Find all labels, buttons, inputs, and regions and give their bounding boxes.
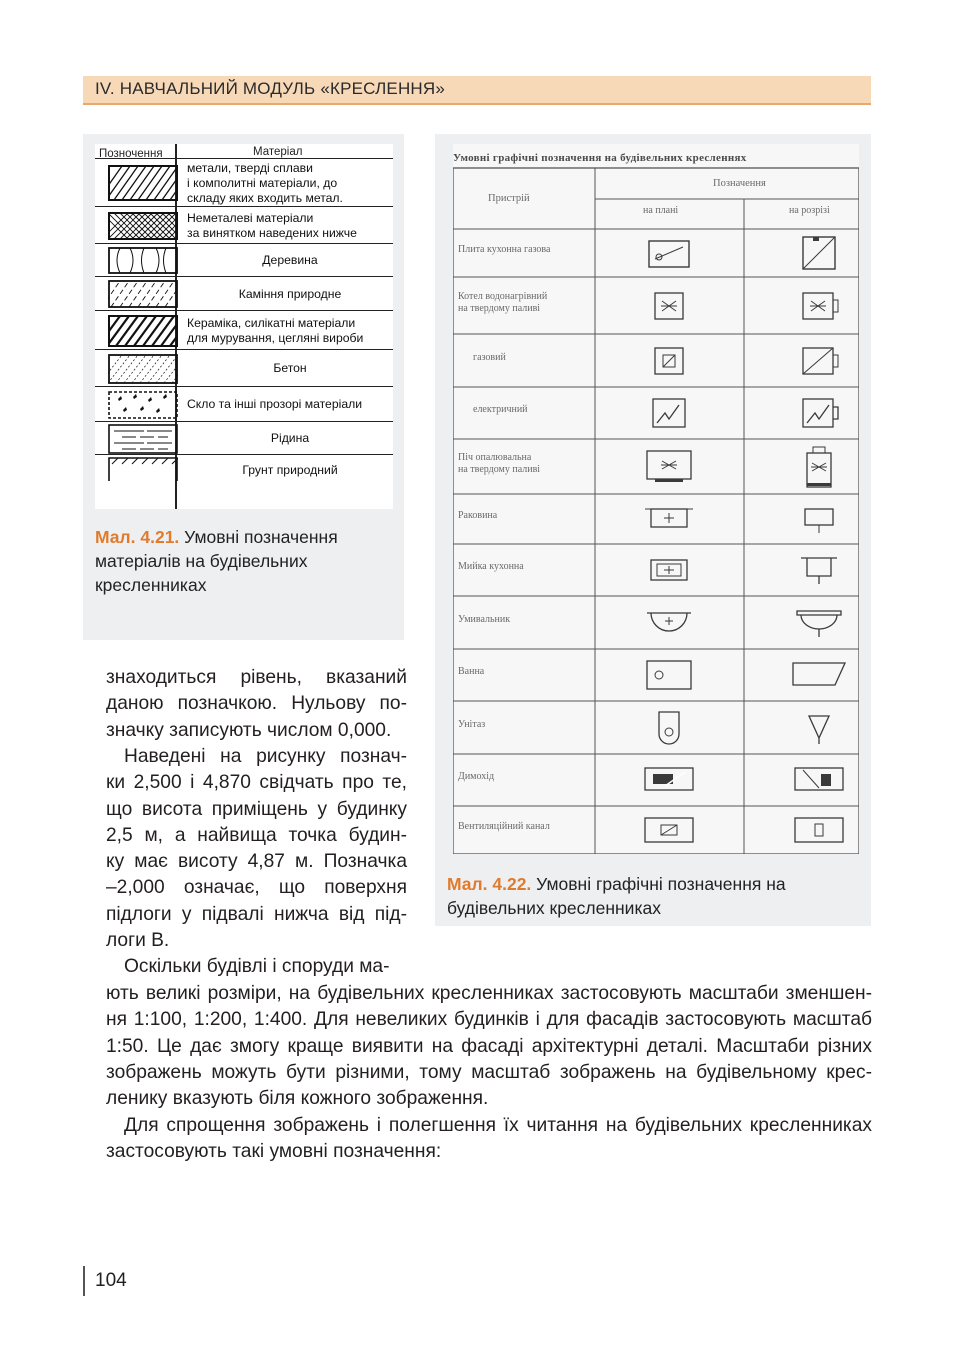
symbol-row-label: Плита кухонна газова <box>458 244 551 255</box>
figure-caption-4-22 <box>447 872 857 920</box>
symbol-row-label: електричний <box>473 404 528 415</box>
body-line: –2,000 означає, що поверхня <box>106 877 407 899</box>
symbol-row-label: Мийка кухонна <box>458 561 524 572</box>
header-section: на розрізі <box>789 205 830 216</box>
body-line: застосовують такі умовні позначення: <box>106 1140 442 1162</box>
symbol-row-label: Вентиляційний канал <box>458 821 550 832</box>
soil-icon <box>108 457 178 488</box>
symbol-row-label: Піч опалювальна на твердому паливі <box>458 452 541 475</box>
materials-row <box>95 386 393 422</box>
materials-row <box>95 243 393 277</box>
body-line: 1:50. Це дає змогу краще виявити на фасаді архітектурні деталі. Масштаби різних <box>106 1035 872 1057</box>
stone-icon <box>108 280 178 313</box>
materials-row <box>95 454 393 485</box>
ceramic-hatch-icon <box>108 315 178 352</box>
glass-icon <box>108 391 178 424</box>
materials-row <box>95 349 393 387</box>
body-line: Для спрощення зображень і полегшення їх читання на будівельних кресленниках <box>124 1114 872 1136</box>
body-line: ку має висоту 4,87 м. Позначка <box>106 851 407 873</box>
table-title: Умовні графічні позначення на будівельних кресленнях <box>453 152 747 164</box>
body-line: ленику вказують біля кожного зображення. <box>106 1088 489 1110</box>
material-label: Деревина <box>262 253 318 267</box>
materials-row <box>95 206 393 244</box>
figure-caption-text: Умовні графічні позначення на будівельних кресленниках <box>447 874 786 918</box>
materials-table <box>95 144 393 509</box>
body-line: що висота приміщень у будинку <box>106 798 407 820</box>
materials-row <box>95 276 393 311</box>
symbol-row-label: Ванна <box>458 666 485 677</box>
figure-materials-panel <box>83 134 404 640</box>
material-label: Неметалеві матеріали за винятком наведених нижче <box>187 211 357 240</box>
header-plan: на плані <box>643 205 679 216</box>
body-line: даною позначкою. Нульову по- <box>106 693 407 715</box>
metal-hatch-icon <box>108 165 178 206</box>
material-label: Рідина <box>270 431 310 445</box>
concrete-icon <box>108 354 178 389</box>
material-label: Грунт природний <box>242 463 338 477</box>
figure-number: Мал. 4.22. <box>447 874 532 894</box>
material-label: Каміння природне <box>238 287 342 301</box>
symbol-row-label: Раковина <box>458 510 498 521</box>
header-device: Пристрій <box>488 193 530 204</box>
body-line: Оскільки будівлі і споруди ма- <box>124 956 390 978</box>
material-label: Кераміка, силікатні матеріали для мурування, цегляні вироби <box>187 316 364 345</box>
body-line: знаходиться рівень, вказаний <box>106 667 407 688</box>
page-number: 104 <box>83 1266 127 1296</box>
body-line: ня 1:100, 1:200, 1:400. Для невеликих будинків і для фасадів застосовують масштаб <box>106 1009 872 1031</box>
symbol-row-label: Унітаз <box>458 719 486 730</box>
body-line: ки 2,500 і 4,870 свідчать про те, <box>106 772 407 794</box>
materials-row <box>95 310 393 350</box>
crosshatch-icon <box>108 212 178 245</box>
running-header-title: IV. НАВЧАЛЬНИЙ МОДУЛЬ «КРЕСЛЕННЯ» <box>95 79 446 98</box>
header-marking: Позначення <box>713 178 766 189</box>
materials-row <box>95 158 393 207</box>
body-line: логи В. <box>106 930 170 951</box>
body-line: Наведені на рисунку познач- <box>124 745 407 767</box>
building-symbols-table <box>453 144 859 854</box>
symbol-row-label: Котел водонагрівний на твердому паливі <box>458 291 548 314</box>
material-label: Скло та інші прозорі матеріали <box>187 397 363 411</box>
body-line: зображень можуть бути різними, тому масштаб зображень на будівельному крес- <box>106 1061 872 1083</box>
body-line: ють великі розміри, на будівельних кресленниках застосовують масштаби зменшен- <box>106 983 872 1004</box>
body-line: підлоги у підвалі нижча від під- <box>106 903 407 925</box>
symbol-row-label: газовий <box>473 352 506 363</box>
column-header-symbol: Позночення <box>99 148 163 160</box>
material-label: метали, тверді сплави і комполитні матеріали, до складу яких входить метал. <box>187 161 343 205</box>
materials-row <box>95 421 393 455</box>
figure-number: Мал. 4.21. <box>95 527 180 547</box>
column-header-material: Матеріал <box>253 146 303 158</box>
symbol-row-label: Димохід <box>458 771 495 782</box>
body-line: 2,5 м, а найвища точка будин- <box>106 824 407 846</box>
material-label: Бетон <box>273 361 307 375</box>
figure-caption-text: Умовні позначення матеріалів на будівельних кресленниках <box>95 527 338 595</box>
symbol-row-label: Умивальник <box>458 614 511 625</box>
figure-symbols-panel <box>435 134 871 926</box>
body-line: значку записують числом 0,000. <box>106 719 392 741</box>
running-header <box>83 76 871 105</box>
figure-caption-4-21 <box>95 525 395 597</box>
